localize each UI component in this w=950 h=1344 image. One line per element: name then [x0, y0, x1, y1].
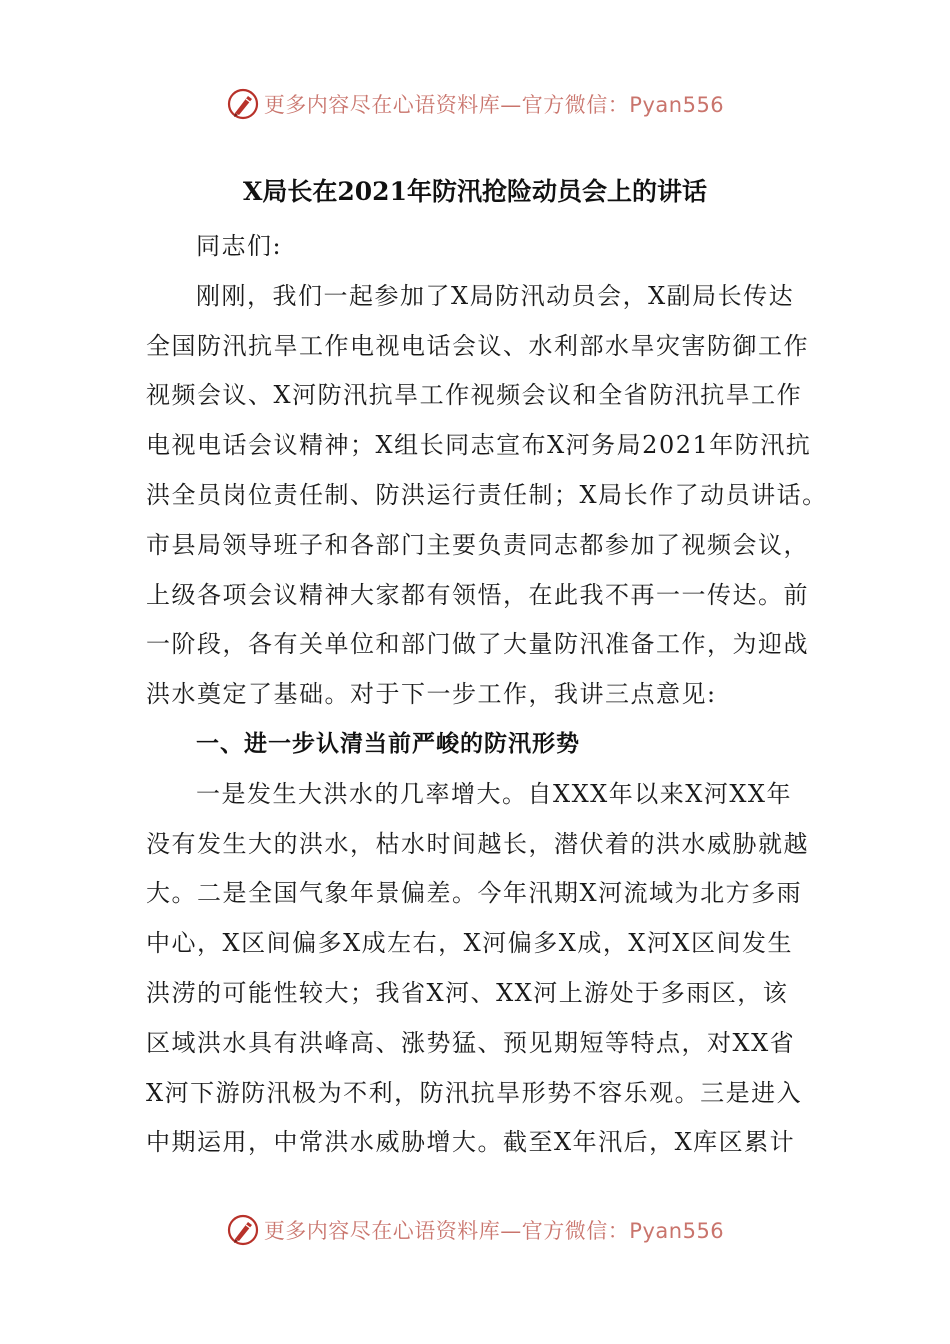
salutation: 同志们:	[196, 232, 283, 260]
paragraph-line: 视频会议、X河防汛抗旱工作视频会议和全省防汛抗旱工作	[146, 381, 803, 410]
page-title: X局长在2021年防汛抢险动员会上的讲话	[243, 177, 707, 206]
paragraph-line: 洪全员岗位责任制、防洪运行责任制；X局长作了动员讲话。	[146, 480, 828, 509]
watermark-text: 更多内容尽在心语资料库—官方微信：Pyan556	[263, 93, 725, 117]
paragraph-line: 没有发生大的洪水，枯水时间越长，潜伏着的洪水威胁就越	[146, 829, 809, 858]
paragraph-line: 一阶段，各有关单位和部门做了大量防汛准备工作，为迎战	[146, 630, 809, 659]
paragraph-line: 洪涝的可能性较大；我省X河、XX河上游处于多雨区，该	[146, 978, 789, 1007]
footer-watermark-banner	[0, 1208, 950, 1252]
paragraph-line: 大。二是全国气象年景偏差。今年汛期X河流域为北方多雨	[146, 879, 803, 908]
paragraph-line: 刚刚，我们一起参加了X局防汛动员会，X副局长传达	[196, 281, 795, 310]
paragraph-line: 市县局领导班子和各部门主要负责同志都参加了视频会议，	[146, 530, 809, 559]
paragraph-line: 一是发生大洪水的几率增大。自XXX年以来X河XX年	[196, 779, 793, 808]
speech-body	[146, 222, 828, 1168]
section-heading: 一、进一步认清当前严峻的防汛形势	[196, 730, 580, 757]
watermark-text: 更多内容尽在心语资料库—官方微信：Pyan556	[263, 1219, 725, 1243]
paragraph-line: 全国防汛抗旱工作电视电话会议、水利部水旱灾害防御工作	[146, 331, 809, 360]
pen-logo-icon	[226, 1213, 260, 1247]
paragraph-line: 中心，X区间偏多X成左右，X河偏多X成，X河X区间发生	[146, 929, 794, 958]
paragraph-line: 洪水奠定了基础。对于下一步工作，我讲三点意见:	[146, 680, 717, 709]
paragraph-line: X河下游防汛极为不利，防汛抗旱形势不容乐观。三是进入	[146, 1078, 803, 1107]
paragraph-line: 上级各项会议精神大家都有领悟，在此我不再一一传达。前	[146, 580, 809, 609]
pen-logo-icon	[226, 87, 260, 121]
header-watermark-banner	[0, 82, 950, 126]
paragraph-line: 电视电话会议精神；X组长同志宣布X河务局2021年防汛抗	[146, 431, 812, 460]
paragraph-line: 中期运用，中常洪水威胁增大。截至X年汛后，X库区累计	[146, 1128, 796, 1157]
paragraph-line: 区域洪水具有洪峰高、涨势猛、预见期短等特点，对XX省	[146, 1028, 796, 1057]
